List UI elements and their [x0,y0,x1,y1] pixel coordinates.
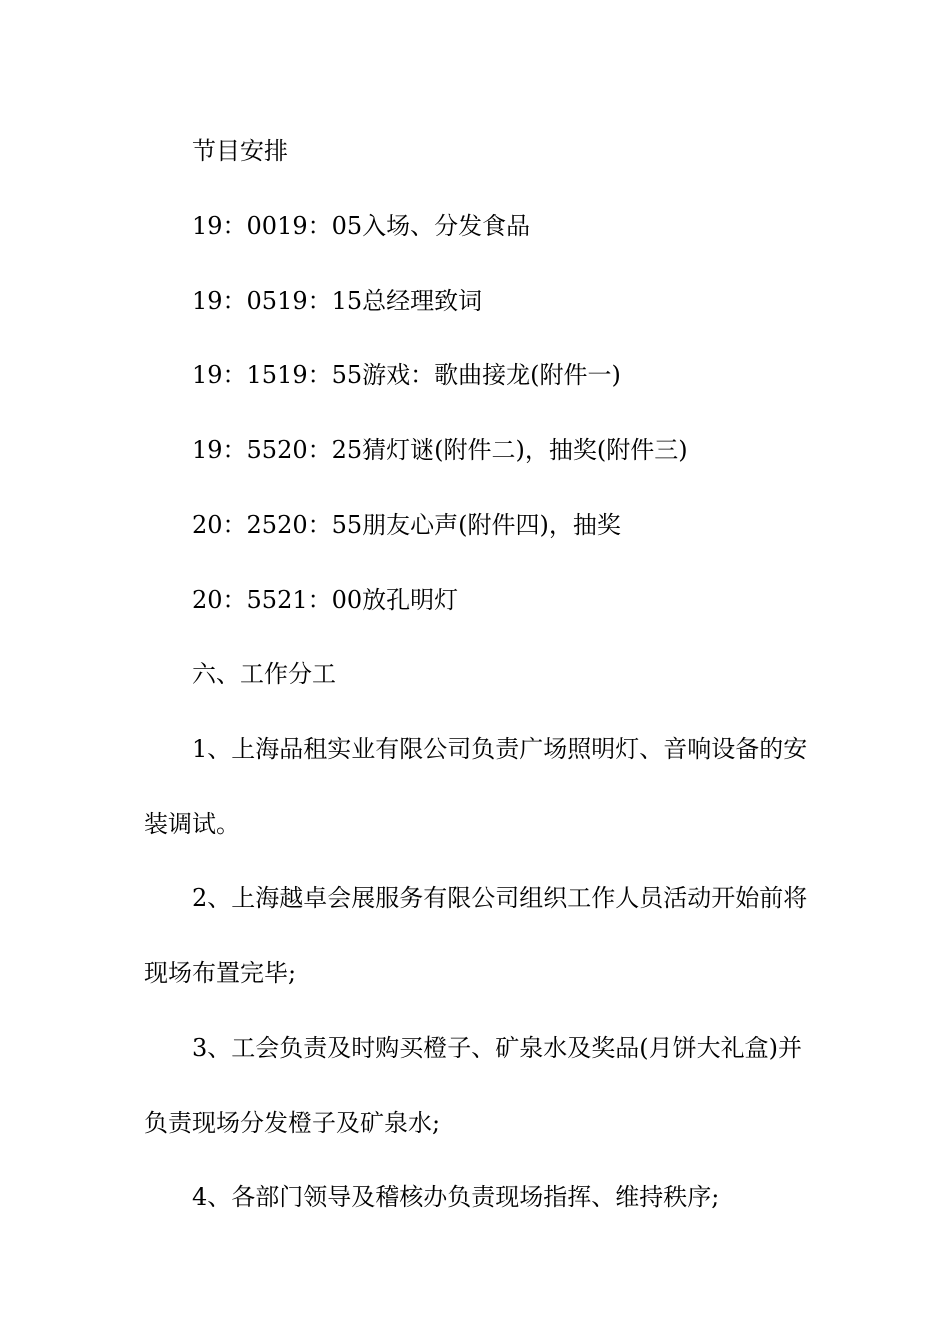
schedule-item: 20：5521：00放孔明灯 [192,586,459,614]
division-item-first-line: 3、工会负责及时购买橙子、矿泉水及奖品(月饼大礼盒)并 [192,1034,802,1062]
division-item-first-line: 1、上海品租实业有限公司负责广场照明灯、音响设备的安 [192,735,808,763]
schedule-item: 19：0519：15总经理致词 [192,287,483,315]
division-item-continuation: 负责现场分发橙子及矿泉水; [144,1109,441,1137]
section-heading-division: 六、工作分工 [192,660,336,688]
schedule-item: 20：2520：55朋友心声(附件四)，抽奖 [192,511,621,539]
division-item-first-line: 4、各部门领导及稽核办负责现场指挥、维持秩序; [192,1183,720,1211]
schedule-item: 19：5520：25猜灯谜(附件二)，抽奖(附件三) [192,436,688,464]
schedule-item: 19：0019：05入场、分发食品 [192,212,531,240]
division-item-first-line: 2、上海越卓会展服务有限公司组织工作人员活动开始前将 [192,884,808,912]
schedule-item: 19：1519：55游戏：歌曲接龙(附件一) [192,361,621,389]
section-heading-program: 节目安排 [192,137,288,165]
division-item-continuation: 现场布置完毕; [144,959,297,987]
division-item-continuation: 装调试。 [144,810,240,838]
